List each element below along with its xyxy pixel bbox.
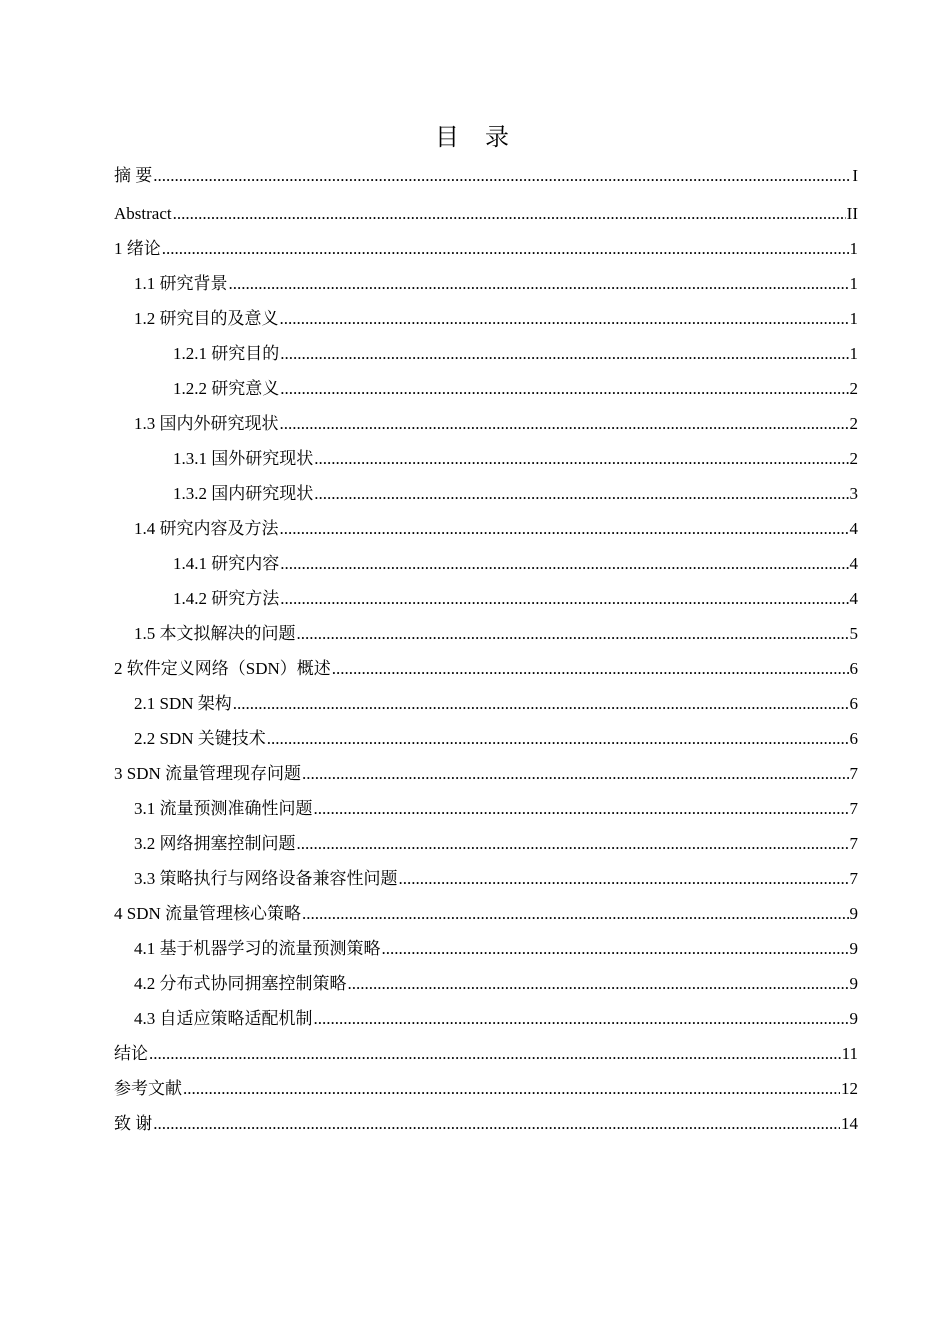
toc-entry-label: 致 谢 [114,1114,153,1133]
toc-entry-chapter-3[interactable] [114,756,858,791]
toc-entry-label: 4 SDN 流量管理核心策略 [114,904,302,923]
toc-entry-label: 1.1 研究背景 [134,274,228,293]
toc-entry-label: 4.1 基于机器学习的流量预测策略 [134,939,381,958]
toc-entry-abstract-cn[interactable] [114,158,858,196]
dot-leader [149,1036,841,1071]
toc-entry-page: 9 [849,1009,858,1028]
dot-leader [332,651,849,686]
dot-leader [280,546,848,581]
toc-entry-label: 2 软件定义网络（SDN）概述 [114,659,331,678]
toc-entry-page: 3 [849,484,858,503]
toc-entry-page: 7 [849,799,858,818]
toc-entry-page: 9 [849,939,858,958]
toc-entry-page: 1 [849,309,858,328]
toc-entry-page: 1 [849,274,858,293]
toc-entry-page: 2 [849,379,858,398]
toc-entry-page: 14 [841,1114,858,1133]
toc-entry-label: 1.4.2 研究方法 [173,589,280,608]
toc-entry-page: 6 [849,729,858,748]
toc-entry-page: 9 [849,974,858,993]
toc-entry-label: 2.2 SDN 关键技术 [134,729,266,748]
toc-entry-1-4-2[interactable] [114,581,858,616]
dot-leader [297,826,849,861]
toc-entry-label: 3.2 网络拥塞控制问题 [134,834,296,853]
toc-entry-2-2[interactable] [114,721,858,756]
toc-entry-1-2-2[interactable] [114,371,858,406]
toc-entry-4-3[interactable] [114,1001,858,1036]
toc-entry-label: 参考文献 [114,1079,182,1098]
toc-entry-page: II [846,204,858,223]
toc-title: 目录 [435,125,535,151]
toc-entry-4-1[interactable] [114,931,858,966]
toc-entry-chapter-4[interactable] [114,896,858,931]
toc-entry-page: 2 [849,449,858,468]
dot-leader [229,266,849,301]
toc-entry-page: 7 [849,764,858,783]
dot-leader [267,721,849,756]
toc-entry-2-1[interactable] [114,686,858,721]
toc-entry-3-1[interactable] [114,791,858,826]
dot-leader [382,931,849,966]
toc-entry-1-3-2[interactable] [114,476,858,511]
dot-leader [280,336,848,371]
toc-entry-1-3-1[interactable] [114,441,858,476]
toc-entry-chapter-1[interactable] [114,231,858,266]
toc-entry-page: 4 [849,554,858,573]
dot-leader [280,371,848,406]
toc-entry-label: 1.4.1 研究内容 [173,554,280,573]
toc-entry-3-3[interactable] [114,861,858,896]
toc-entry-chapter-2[interactable] [114,651,858,686]
toc-entry-page: 11 [841,1044,858,1063]
toc-entry-label: 结论 [114,1044,148,1063]
dot-leader [399,861,849,896]
toc-entry-label: 摘 要 [114,166,153,185]
dot-leader [153,1106,840,1141]
toc-entry-page: 9 [849,904,858,923]
toc-entry-page: 2 [849,414,858,433]
toc-entry-label: Abstract [114,204,172,223]
toc-entry-label: 3 SDN 流量管理现存问题 [114,764,302,783]
toc-entry-label: 1.3.2 国内研究现状 [173,484,314,503]
toc-entry-page: 6 [849,659,858,678]
toc-entry-page: 4 [849,519,858,538]
toc-entry-page: 5 [849,624,858,643]
dot-leader [280,301,849,336]
toc-entry-label: 3.3 策略执行与网络设备兼容性问题 [134,869,398,888]
table-of-contents [114,158,858,1141]
toc-entry-label: 1.2.2 研究意义 [173,379,280,398]
dot-leader [183,1071,840,1106]
dot-leader [280,511,849,546]
toc-entry-page: 7 [849,869,858,888]
toc-entry-page: 4 [849,589,858,608]
dot-leader [280,406,849,441]
toc-entry-1-5[interactable] [114,616,858,651]
dot-leader [280,581,848,616]
toc-entry-label: 1 绪论 [114,239,161,258]
toc-entry-page: 1 [849,239,858,258]
dot-leader [314,791,849,826]
toc-entry-conclusion[interactable] [114,1036,858,1071]
toc-entry-3-2[interactable] [114,826,858,861]
toc-entry-label: 1.5 本文拟解决的问题 [134,624,296,643]
dot-leader [297,616,849,651]
toc-entry-page: I [852,166,858,185]
toc-entry-label: 1.3 国内外研究现状 [134,414,279,433]
toc-entry-1-4-1[interactable] [114,546,858,581]
dot-leader [302,756,848,791]
dot-leader [348,966,849,1001]
toc-entry-page: 7 [849,834,858,853]
toc-entry-label: 1.4 研究内容及方法 [134,519,279,538]
toc-entry-1-4[interactable] [114,511,858,546]
dot-leader [314,1001,849,1036]
dot-leader [314,441,848,476]
toc-entry-acknowledgements[interactable] [114,1106,858,1141]
toc-entry-1-1[interactable] [114,266,858,301]
dot-leader [162,231,849,266]
toc-entry-4-2[interactable] [114,966,858,1001]
toc-entry-label: 1.3.1 国外研究现状 [173,449,314,468]
toc-entry-page: 12 [841,1079,858,1098]
dot-leader [314,476,848,511]
toc-entry-label: 1.2.1 研究目的 [173,344,280,363]
dot-leader [302,896,848,931]
toc-entry-1-3[interactable] [114,406,858,441]
toc-entry-label: 4.3 自适应策略适配机制 [134,1009,313,1028]
toc-entry-label: 4.2 分布式协同拥塞控制策略 [134,974,347,993]
dot-leader [173,196,846,231]
toc-entry-abstract-en[interactable] [114,196,858,231]
toc-entry-page: 6 [849,694,858,713]
toc-entry-label: 2.1 SDN 架构 [134,694,232,713]
dot-leader [233,686,849,721]
dot-leader [153,158,851,193]
toc-entry-label: 1.2 研究目的及意义 [134,309,279,328]
toc-entry-label: 3.1 流量预测准确性问题 [134,799,313,818]
toc-entry-1-2[interactable] [114,301,858,336]
toc-entry-references[interactable] [114,1071,858,1106]
toc-entry-page: 1 [849,344,858,363]
toc-entry-1-2-1[interactable] [114,336,858,371]
